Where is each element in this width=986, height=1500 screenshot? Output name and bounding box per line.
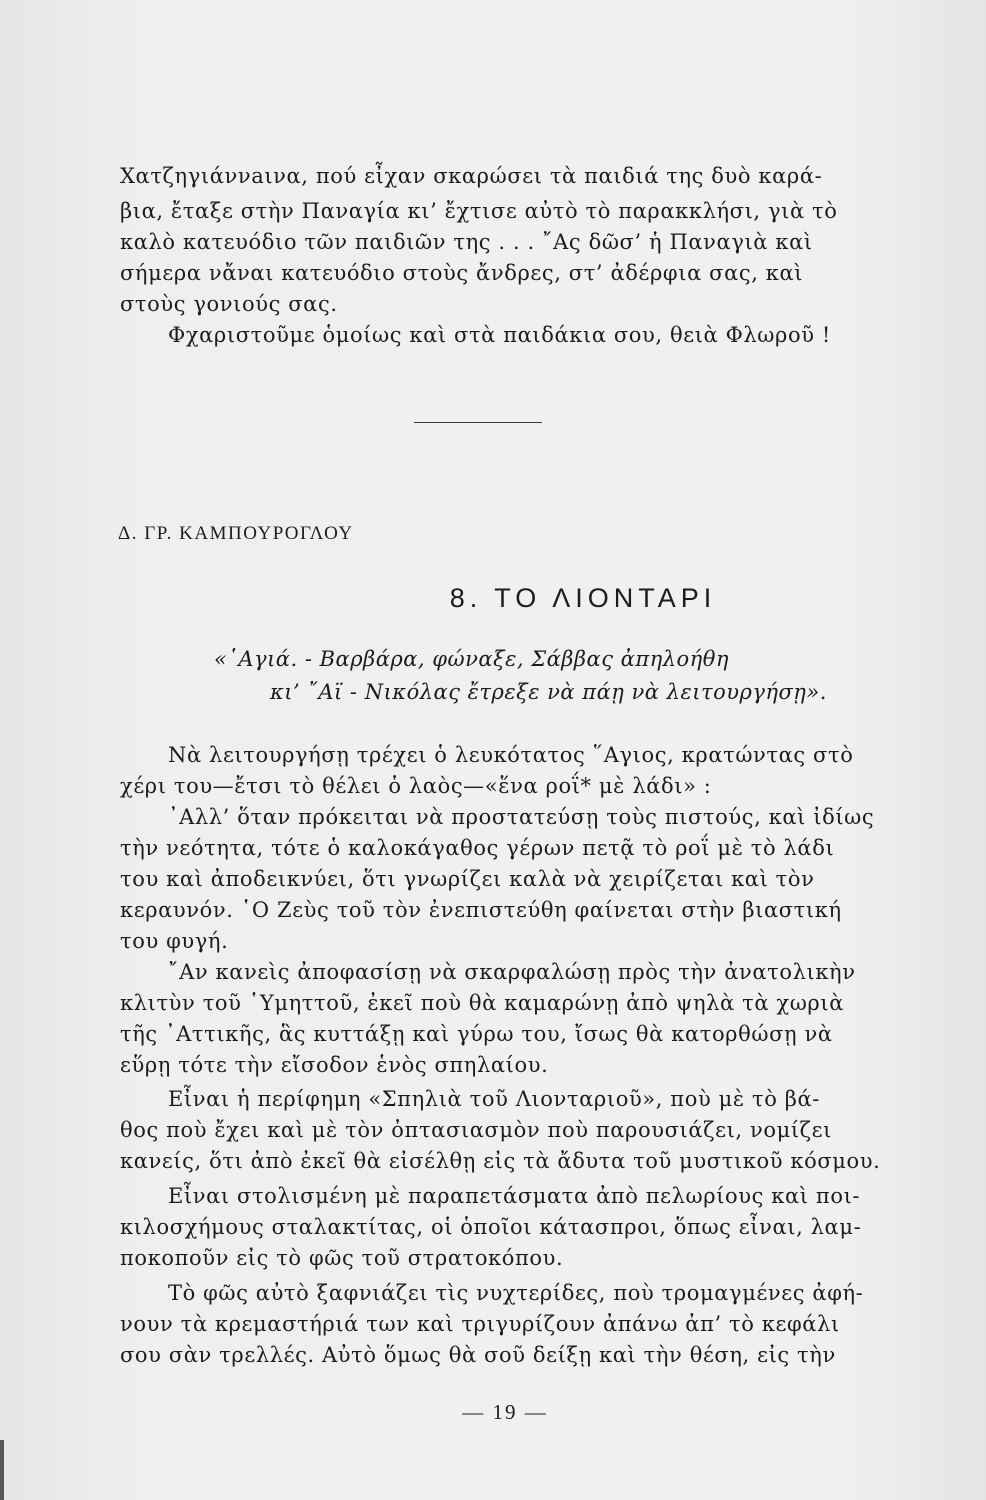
- text-line: σου σὰν τρελλές. Αὐτὸ ὅμως θὰ σοῦ δείξῃ καὶ τὴν θέση, εἰς τὴν: [120, 1343, 836, 1367]
- text-line: χέρι του—ἔτσι τὸ θέλει ὁ λαὸς—«ἕνα ροΐ* μὲ λάδι» :: [120, 774, 712, 798]
- text-line: θος ποὺ ἔχει καὶ μὲ τὸν ὀπτασιασμὸν ποὺ παρουσιάζει, νομίζει: [120, 1118, 832, 1142]
- text-line: κανείς, ὅτι ἀπὸ ἐκεῖ θὰ εἰσέλθῃ εἰς τὰ ἄδυτα τοῦ μυστικοῦ κόσμου.: [120, 1149, 881, 1173]
- section-divider: [414, 422, 542, 423]
- text-line: τὴν νεότητα, τότε ὁ καλοκάγαθος γέρων πετᾷ τὸ ροΐ μὲ τὸ λάδι: [120, 836, 835, 860]
- epigraph-line: «῾Αγιά. - Βαρβάρα, φώναξε, Σάββας ἀπηλοήθη: [214, 647, 729, 671]
- text-line: τῆς ᾿Αττικῆς, ἃς κυττάξῃ καὶ γύρω του, ἴσως θὰ κατορθώσῃ νὰ: [120, 1022, 833, 1046]
- text-line: Χατζηγιάννaινα, πού εἶχαν σκαρώσει τὰ παιδιά της δυὸ καρά-: [120, 164, 823, 188]
- text-line: σήμερα νἄναι κατευόδιο στοὺς ἄνδρες, στ’ ἀδέρφια σας, καὶ: [120, 261, 804, 285]
- text-line: ῎Αν κανεὶς ἀποφασίσῃ νὰ σκαρφαλώσῃ πρὸς τὴν ἀνατολικὴν: [168, 960, 856, 984]
- text-line: εὕρῃ τότε τὴν εἴσοδον ἑνὸς σπηλαίου.: [120, 1053, 549, 1077]
- text-line: νουν τὰ κρεμαστήριά των καὶ τριγυρίζουν ἀπάνω ἀπ’ τὸ κεφάλι: [120, 1312, 840, 1336]
- text-line: στοὺς γονιούς σας.: [120, 292, 338, 316]
- text-line: ποκοποῦν εἰς τὸ φῶς τοῦ στρατοκόπου.: [120, 1246, 564, 1270]
- text-line: του καὶ ἀποδεικνύει, ὅτι γνωρίζει καλὰ νὰ χειρίζεται καὶ τὸν: [120, 867, 815, 891]
- text-line: Νὰ λειτουργήσῃ τρέχει ὁ λευκότατος ῞Αγιος, κρατώντας στὸ: [168, 743, 854, 767]
- text-line: κλιτὺν τοῦ ῾Υμηττοῦ, ἐκεῖ ποὺ θὰ καμαρώνῃ ἀπὸ ψηλὰ τὰ χωριὰ: [120, 991, 844, 1015]
- text-line: ᾿Αλλ’ ὅταν πρόκειται νὰ προστατεύσῃ τοὺς πιστούς, καὶ ἰδίως: [168, 805, 875, 829]
- text-line: Εἶναι στολισμένη μὲ παραπετάσματα ἀπὸ πελωρίους καὶ ποι-: [168, 1184, 861, 1208]
- text-line: βια, ἔταξε στὴν Παναγία κι’ ἔχτισε αὐτὸ τὸ παρακκλήσι, γιὰ τὸ: [120, 199, 838, 223]
- scan-edge: [0, 1440, 4, 1500]
- text-line: κιλοσχήμους σταλακτίτας, οἱ ὁποῖοι κάτασπροι, ὅπως εἶναι, λαμ-: [120, 1215, 862, 1239]
- chapter-title: 8. ΤΟ ΛΙΟΝΤΑΡΙ: [449, 583, 717, 613]
- author-name: Δ. ΓΡ. ΚΑΜΠΟΥΡΟΓΛΟΥ: [118, 523, 354, 544]
- epigraph-line: κι’ ῎Αϊ - Νικόλας ἔτρεξε νὰ πάῃ νὰ λειτουργήσῃ».: [270, 680, 827, 704]
- text-line: κεραυνόν. ῾Ο Ζεὺς τοῦ τὸν ἐνεπιστεύθη φαίνεται στὴν βιαστική: [120, 898, 842, 922]
- text-line: Τὸ φῶς αὐτὸ ξαφνιάζει τὶς νυχτερίδες, ποὺ τρομαγμένες ἀφή-: [168, 1281, 864, 1305]
- text-line: Εἶναι ἡ περίφημη «Σπηλιὰ τοῦ Λιονταριοῦ», ποὺ μὲ τὸ βά-: [168, 1087, 820, 1111]
- text-line: καλὸ κατευόδιο τῶν παιδιῶν της . . . ῎Ας δῶσ’ ἡ Παναγιὰ καὶ: [120, 230, 813, 254]
- thanks-line: Φχαριστοῦμε ὁμοίως καὶ στὰ παιδάκια σου, θειὰ Φλωροῦ !: [168, 323, 831, 347]
- page-number: — 19 —: [462, 1400, 548, 1424]
- text-line: του φυγή.: [120, 929, 229, 953]
